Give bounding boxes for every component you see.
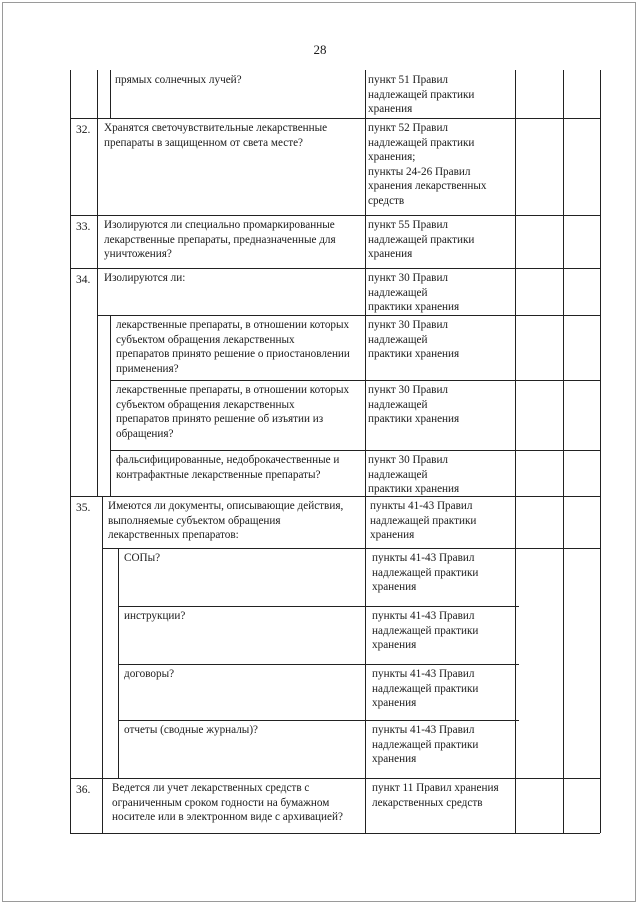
question-text: Имеются ли документы, описывающие действия, выполняемые субъектом обращения лекарственных препаратов: xyxy=(108,500,344,541)
question-text: договоры? xyxy=(124,668,175,680)
question-text: фальсифицированные, недоброкачественные и контрафактные лекарственные препараты? xyxy=(116,454,340,481)
reference-text: пункт 30 Правил надлежащей практики хранения xyxy=(368,454,460,495)
table-rule xyxy=(118,548,119,778)
question-text: инструкции? xyxy=(124,610,186,622)
table-rule xyxy=(110,315,111,496)
answer-yes-cell xyxy=(516,549,562,605)
reference-text: пункт 30 Правил надлежащей практики хранения xyxy=(368,272,460,313)
question-text: Ведется ли учет лекарственных средств с ограниченным сроком годности на бумажном носителе или в электронном виде с архивацией? xyxy=(112,782,343,823)
question-text: Изолируются ли: xyxy=(104,272,186,284)
table-rule xyxy=(365,70,366,833)
answer-yes-cell xyxy=(516,721,562,777)
question-text: Хранятся светочувствительные лекарственные препараты в защищенном от света месте? xyxy=(104,122,328,149)
reference-text: пункт 11 Правил хранения лекарственных средств xyxy=(372,782,499,809)
answer-no-cell xyxy=(564,451,599,495)
item-number: 34. xyxy=(76,274,91,286)
answer-no-cell xyxy=(564,721,599,777)
question-text: отчеты (сводные журналы)? xyxy=(124,724,259,736)
table-rule xyxy=(600,70,601,833)
question-text: лекарственные препараты, в отношении которых субъектом обращения лекарственных препаратов принято решение об изъятии из обращения? xyxy=(116,384,350,440)
answer-no-cell xyxy=(564,381,599,449)
reference-text: пункты 41-43 Правил надлежащей практики хранения xyxy=(370,500,477,541)
item-number: 33. xyxy=(76,221,91,233)
answer-yes-cell xyxy=(516,497,562,547)
answer-yes-cell xyxy=(516,779,562,832)
item-number: 36. xyxy=(76,784,91,796)
answer-no-cell xyxy=(564,497,599,547)
question-text: Изолируются ли специально промаркированные лекарственные препараты, предназначенные для уничтожения? xyxy=(104,219,336,260)
table-rule xyxy=(118,606,519,607)
answer-yes-cell xyxy=(516,316,562,379)
answer-no-cell xyxy=(564,607,599,663)
answer-no-cell xyxy=(564,269,599,314)
answer-no-cell xyxy=(564,216,599,267)
question-text: лекарственные препараты, в отношении которых субъектом обращения лекарственных препаратов принято решение о приостановлении применения? xyxy=(116,319,350,375)
answer-no-cell xyxy=(564,119,599,214)
answer-yes-cell xyxy=(516,269,562,314)
table-rule xyxy=(118,664,519,665)
reference-text: пункт 51 Правил надлежащей практики хранения xyxy=(368,74,475,115)
table-rule xyxy=(110,70,111,118)
answer-no-cell xyxy=(564,71,599,117)
reference-text: пункты 41-43 Правил надлежащей практики хранения xyxy=(372,668,479,709)
table-rule xyxy=(102,496,103,833)
reference-text: пункт 55 Правил надлежащей практики хранения xyxy=(368,219,475,260)
item-number: 35. xyxy=(76,502,91,514)
item-number: 32. xyxy=(76,124,91,136)
answer-yes-cell xyxy=(516,216,562,267)
question-text: прямых солнечных лучей? xyxy=(115,74,242,86)
table-rule xyxy=(70,833,600,834)
reference-text: пункты 41-43 Правил надлежащей практики хранения xyxy=(372,552,479,593)
table-rule xyxy=(118,720,519,721)
answer-no-cell xyxy=(564,549,599,605)
table-rule xyxy=(70,70,71,833)
table-rule xyxy=(97,70,98,315)
question-text: СОПы? xyxy=(124,552,161,564)
answer-no-cell xyxy=(564,665,599,719)
reference-text: пункты 41-43 Правил надлежащей практики хранения xyxy=(372,610,479,651)
answer-yes-cell xyxy=(516,607,562,663)
reference-text: пункт 30 Правил надлежащей практики хранения xyxy=(368,319,460,360)
answer-no-cell xyxy=(564,779,599,832)
answer-no-cell xyxy=(564,316,599,379)
answer-yes-cell xyxy=(516,71,562,117)
table-rule xyxy=(97,315,98,496)
page-number: 28 xyxy=(313,42,327,57)
reference-text: пункты 41-43 Правил надлежащей практики хранения xyxy=(372,724,479,765)
answer-yes-cell xyxy=(516,451,562,495)
answer-yes-cell xyxy=(516,665,562,719)
reference-text: пункт 30 Правил надлежащей практики хранения xyxy=(368,384,460,425)
answer-yes-cell xyxy=(516,381,562,449)
reference-text: пункт 52 Правил надлежащей практики хранения; пункты 24-26 Правил хранения лекарственных средств xyxy=(368,122,487,207)
answer-yes-cell xyxy=(516,119,562,214)
